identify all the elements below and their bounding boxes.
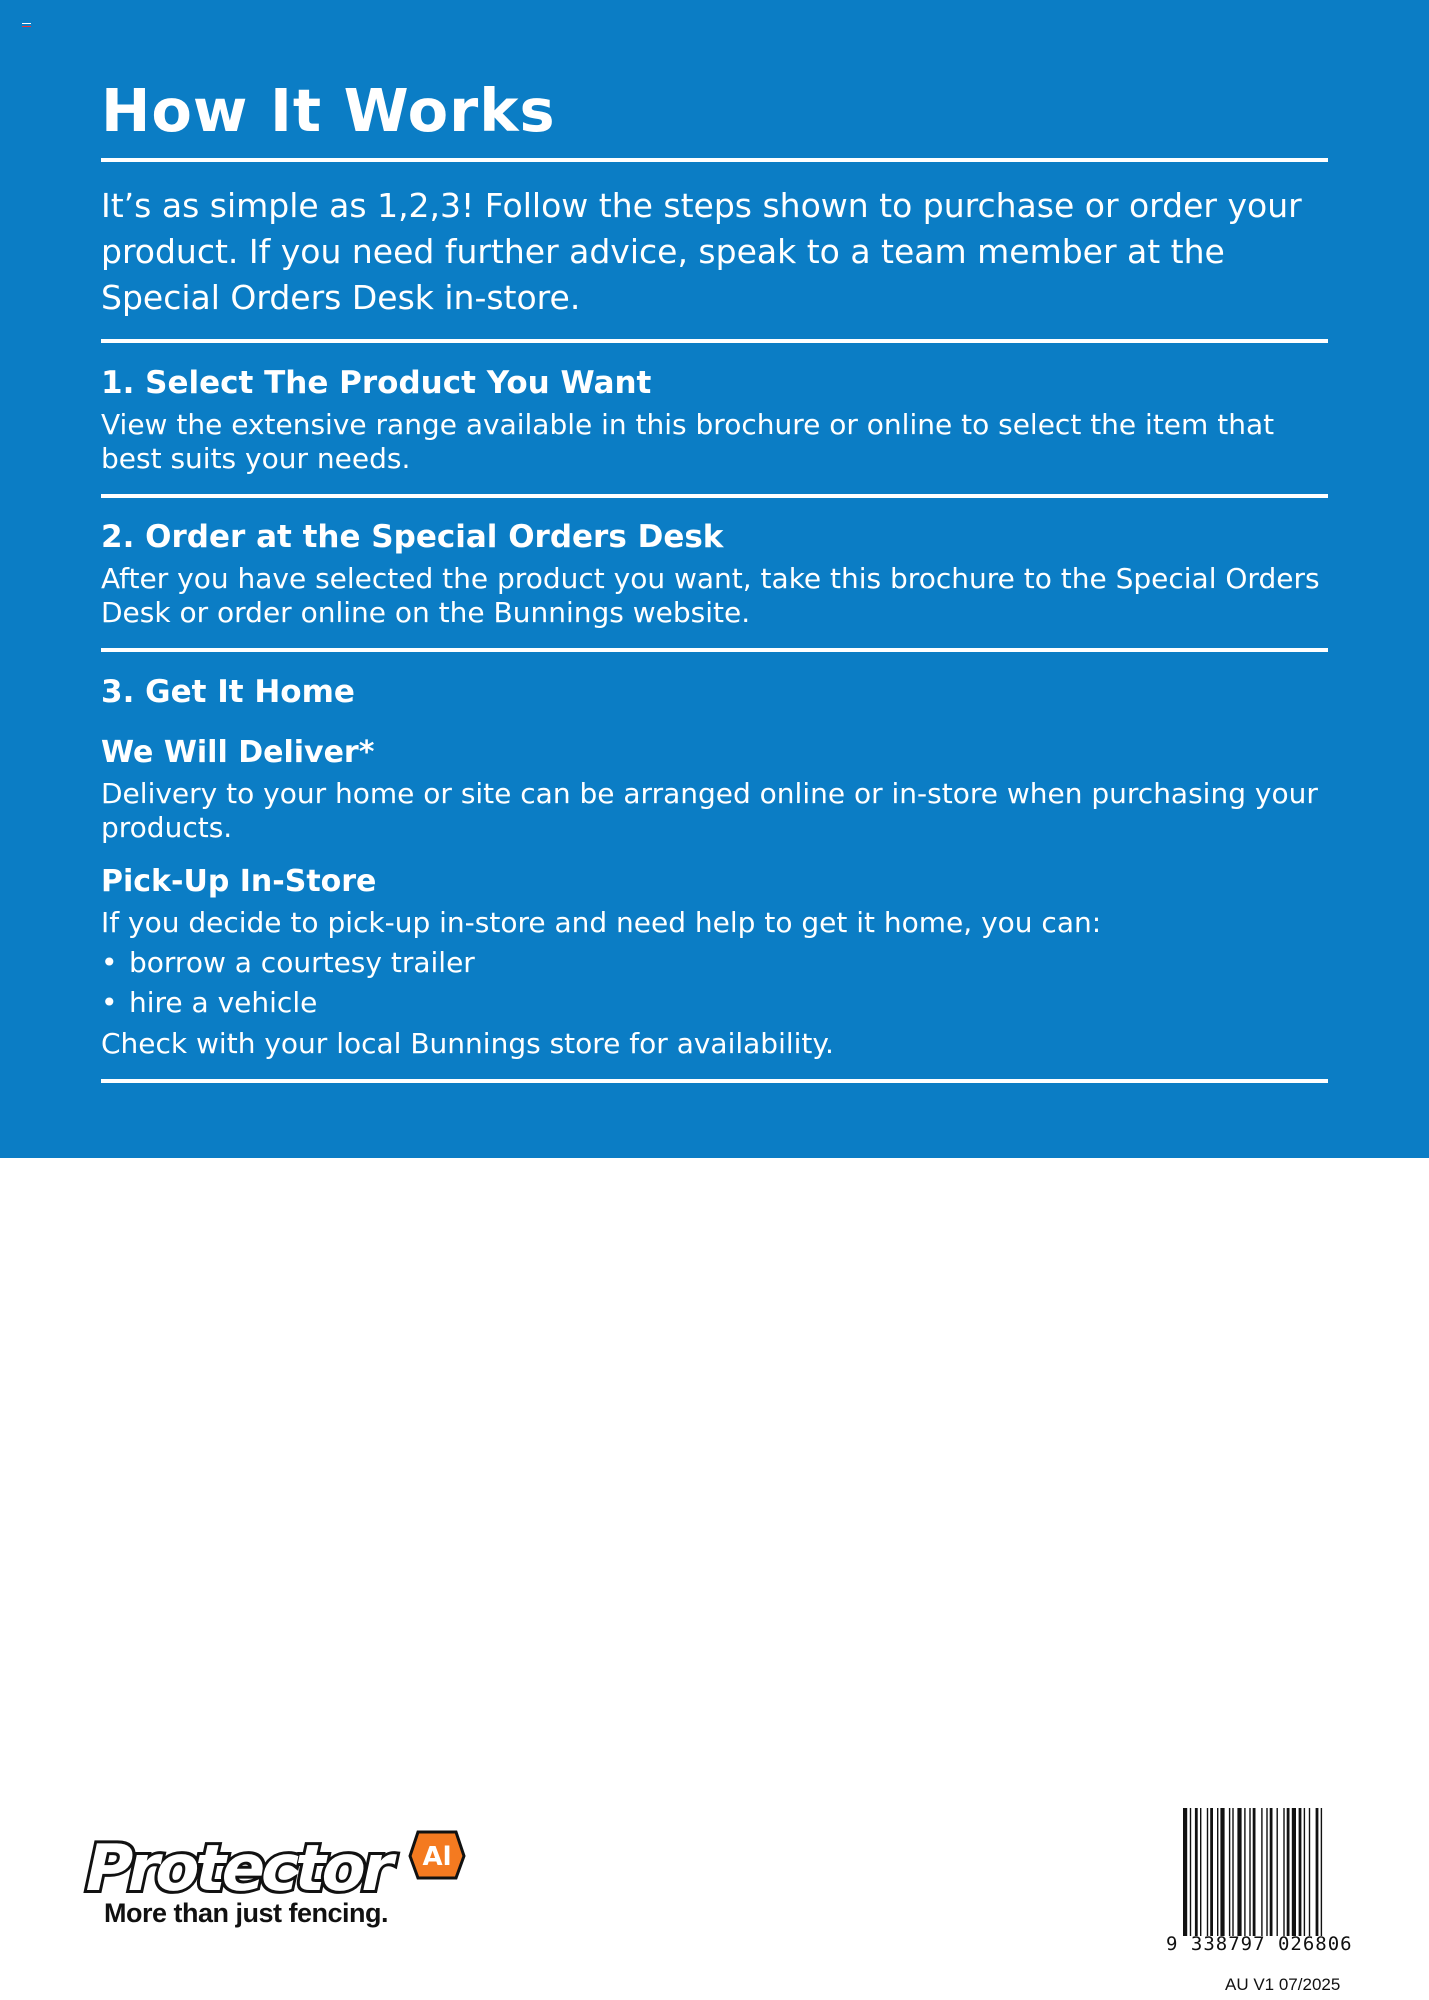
barcode-bar [1210,1808,1213,1936]
barcode-bar [1244,1808,1245,1936]
version-label: AU V1 07/2025 [1225,1975,1341,1994]
barcode-bar [1283,1808,1284,1936]
barcode-bar [1229,1808,1230,1936]
logo-wordmark: Protector [77,1831,398,1906]
barcode-bar [1190,1808,1191,1936]
divider [101,494,1328,498]
page-title: How It Works [101,76,556,145]
barcode-bar [1277,1808,1278,1936]
pickup-title: Pick-Up In-Store [101,864,377,899]
step-2-title: 2. Order at the Special Orders Desk [101,519,724,555]
barcode-bar [1183,1808,1187,1936]
intro-paragraph: It’s as simple as 1,2,3! Follow the steps shown to purchase or order your product. If you need further advice, speak to a team member at the Special Orders Desk in-store. [101,186,1302,317]
barcode-bar [1217,1808,1218,1936]
barcode-bar [1299,1808,1302,1936]
barcode-bar [1304,1808,1305,1936]
list-item: • hire a vehicle [101,986,318,1019]
divider [101,648,1328,652]
step-1-text: View the extensive range available in this brochure or online to select the item that best suits your needs. [101,408,1275,475]
menu-icon [22,23,31,30]
barcode-bar [1249,1808,1250,1936]
barcode-bar [1321,1808,1322,1936]
barcode-bar [1292,1808,1296,1936]
step-1-title: 1. Select The Product You Want [101,365,652,401]
barcode-bar [1207,1808,1208,1936]
barcode-bar [1200,1808,1201,1936]
step-3-title: 3. Get It Home [101,674,355,710]
barcode-bar [1261,1808,1262,1936]
barcode-bar [1316,1808,1319,1936]
barcode-bar [1195,1808,1198,1936]
divider [101,158,1328,162]
barcode-number: 9 338797 026806 [1166,1933,1353,1955]
barcode-bar [1287,1808,1290,1936]
deliver-title: We Will Deliver* [101,735,375,770]
pickup-note: Check with your local Bunnings store for availability. [101,1027,834,1060]
divider [101,1079,1328,1083]
pickup-text: If you decide to pick-up in-store and need help to get it home, you can: [101,906,1102,939]
barcode-bar [1253,1808,1256,1936]
barcode [1183,1808,1359,1940]
list-item: • borrow a courtesy trailer [101,946,475,979]
deliver-text: Delivery to your home or site can be arranged online or in-store when purchasing your products. [101,777,1318,844]
barcode-bar [1220,1808,1224,1936]
divider [101,339,1328,343]
logo-tagline: More than just fencing. [104,1898,389,1928]
step-2-text: After you have selected the product you want, take this brochure to the Special Orders Desk or order online on the Bunnings website. [101,562,1320,629]
barcode-bar [1237,1808,1241,1936]
barcode-bar [1270,1808,1273,1936]
barcode-bar [1232,1808,1233,1936]
logo-badge [410,1832,464,1878]
barcode-bar [1266,1808,1267,1936]
svg-text:Al: Al [422,1842,452,1872]
barcode-bar [1309,1808,1310,1936]
